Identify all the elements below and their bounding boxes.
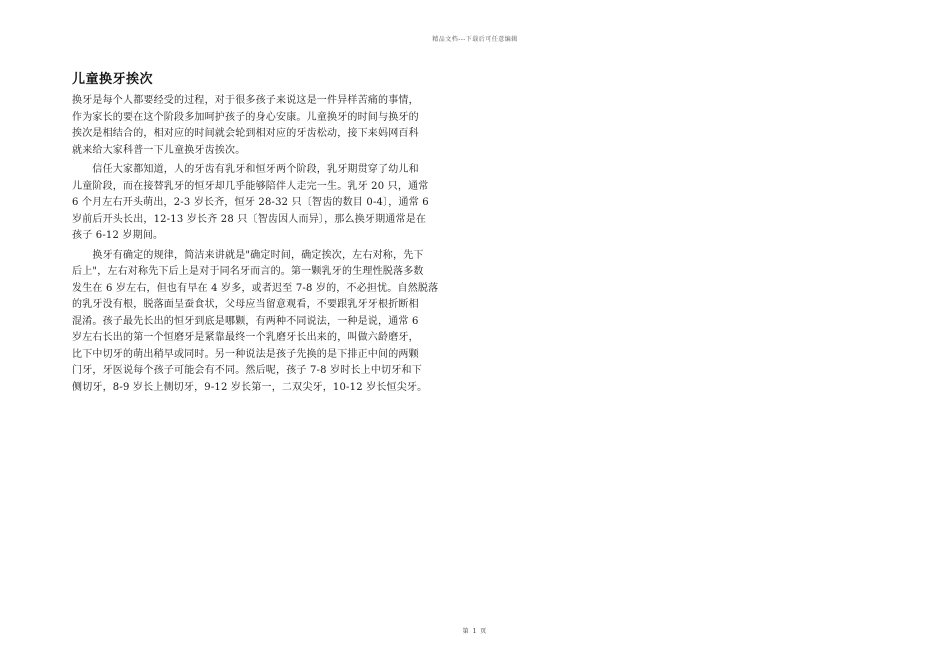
document-body — [72, 93, 472, 396]
text-line: 侧切牙，8-9 岁长上侧切牙，9-12 岁长第一，二双尖牙，10-12 岁长恒尖牙。 — [72, 381, 428, 393]
text-line: 6 个月左右开头萌出，2-3 岁长齐，恒牙 28-32 只〔智齿的数目 0-4〕，通常 6 — [72, 197, 429, 208]
page-number: 第 1 页 — [462, 628, 488, 635]
text-line: 后上"，左右对称先下后上是对于同名牙而言的。第一颗乳牙的生理性脱落多数 — [72, 266, 424, 277]
text-line: 作为家长的要在这个阶段多加呵护孩子的身心安康。儿童换牙的时间与换牙的 — [72, 111, 419, 123]
text-line: 孩子 6-12 岁期间。 — [72, 230, 164, 241]
paragraph — [72, 162, 472, 245]
header-note: 精品文档---下载后可任意编辑 — [432, 36, 518, 43]
paragraph — [72, 248, 472, 397]
text-line: 换牙是每个人都要经受的过程，对于很多孩子来说这是一件异样苦痛的事情， — [72, 95, 419, 106]
text-line: 岁前后开头长出，12-13 岁长齐 28 只〔智齿因人而异〕，那么换牙期通常是在 — [72, 213, 427, 225]
text-line: 的乳牙没有根，脱落面呈蚕食状，父母应当留意观看，不要跟乳牙牙根折断相 — [72, 299, 419, 310]
document-title: 儿童换牙挨次 — [72, 72, 154, 87]
text-line: 信任大家都知道，人的牙齿有乳牙和恒牙两个阶段，乳牙期贯穿了幼儿和 — [72, 164, 419, 175]
text-line: 岁左右长出的第一个恒磨牙是紧靠最终一个乳磨牙长出来的，叫做六龄磨牙， — [72, 332, 419, 343]
text-line: 就来给大家科普一下儿童换牙齿挨次。 — [72, 144, 246, 156]
text-line: 门牙，牙医说每个孩子可能会有不同。然后呢，孩子 7-8 岁时长上中切牙和下 — [72, 365, 422, 376]
text-line: 比下中切牙的萌出稍早或同时。另一种说法是孩子先换的是下排正中间的两颗 — [72, 348, 419, 360]
text-line: 混淆。孩子最先长出的恒牙到底是哪颗，有两种不同说法，一种是说，通常 6 — [72, 315, 419, 327]
text-line: 发生在 6 岁左右，但也有早在 4 岁多，或者迟至 7-8 岁的，不必担忧。自然脱落 — [72, 282, 439, 294]
text-line: 挨次是相结合的，相对应的时间就会轮到相对应的牙齿松动，接下来妈网百科 — [72, 128, 419, 139]
text-line: 儿童阶段，而在接替乳牙的恒牙却几乎能够陪伴人走完一生。乳牙 20 只，通常 — [72, 180, 429, 192]
paragraph — [72, 93, 472, 159]
text-line: 换牙有确定的规律，简洁来讲就是"确定时间，确定挨次，左右对称，先下 — [72, 249, 424, 261]
